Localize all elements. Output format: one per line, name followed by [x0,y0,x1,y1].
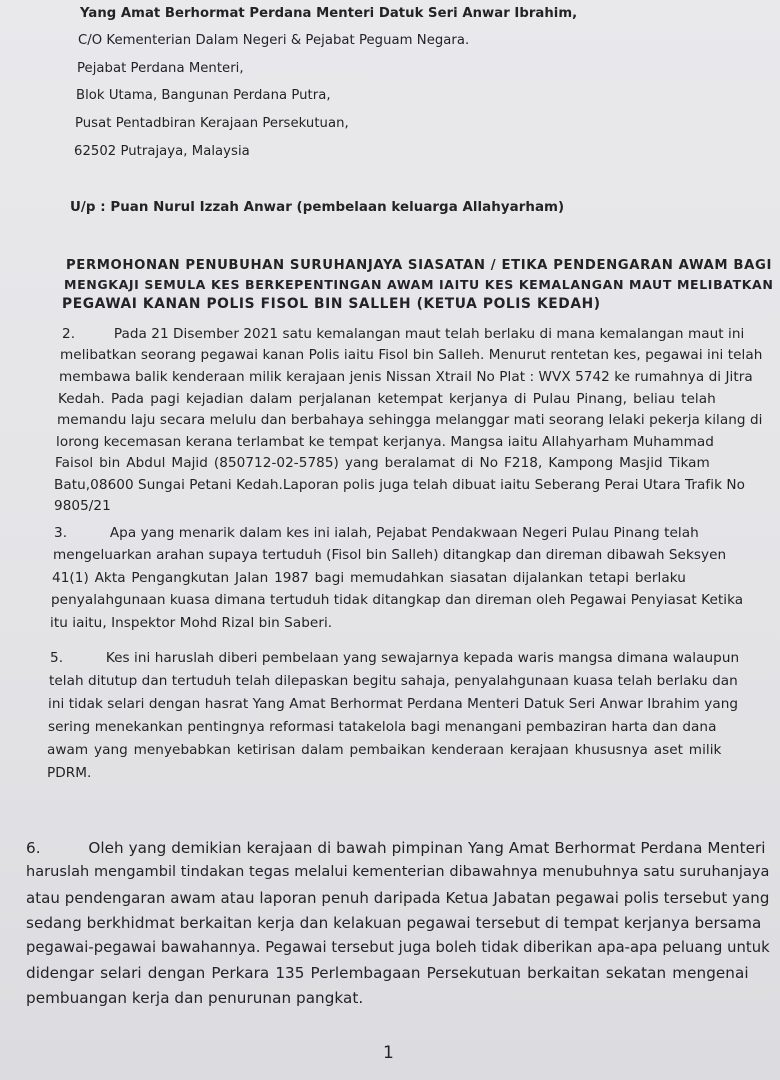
paragraph-line [54,525,699,541]
paragraph-line: pegawai-pegawai bawahannya. Pegawai tersebut juga boleh tidak diberikan apa-apa peluang untuk [26,939,770,956]
address-line: Pejabat Perdana Menteri, [77,61,244,76]
paragraph-line: awam yang menyebabkan ketirisan dalam pembaikan kenderaan kerajaan khususnya aset milik [47,742,722,758]
paragraph-line: lorong kecemasan kerana terlambat ke tempat kerjanya. Mangsa iaitu Allahyarham Muhammad [56,434,714,450]
paragraph-text: Oleh yang demikian kerajaan di bawah pimpinan Yang Amat Berhormat Perdana Menteri [88,839,766,857]
salutation: Yang Amat Berhormat Perdana Menteri Datuk Seri Anwar Ibrahim, [80,6,578,21]
paragraph-line: memandu laju secara melulu dan berbahaya sehingga melanggar mati seorang lelaki pekerja kilang di [57,412,763,428]
paragraph-line: penyalahgunaan kuasa dimana tertuduh tidak ditangkap dan direman oleh Pegawai Penyiasat Ketika [51,592,744,608]
paragraph-text: Apa yang menarik dalam kes ini ialah, Pejabat Pendakwaan Negeri Pulau Pinang telah [109,525,699,541]
address-line: 62502 Putrajaya, Malaysia [74,144,250,159]
paragraph-line: Faisol bin Abdul Majid (850712-02-5785) yang beralamat di No F218, Kampong Masjid Tikam [55,455,710,471]
paragraph-number: 5. [50,650,64,666]
paragraph-number: 6. [26,839,41,857]
subject-line: PEGAWAI KANAN POLIS FISOL BIN SALLEH (KETUA POLIS KEDAH) [62,296,601,312]
paragraph-line: Kedah. Pada pagi kejadian dalam perjalanan ketempat kerjanya di Pulau Pinang, beliau telah [58,391,716,407]
paragraph-line: PDRM. [47,765,92,781]
paragraph-line: sering menekankan pentingnya reformasi tatakelola bagi menangani pembaziran harta dan dana [48,719,717,735]
paragraph-number: 3. [54,525,68,541]
paragraph-line: melibatkan seorang pegawai kanan Polis iaitu Fisol bin Salleh. Menurut rentetan kes, pegawai ini telah [60,347,763,363]
paragraph-text: Kes ini haruslah diberi pembelaan yang sewajarnya kepada waris mangsa dimana walaupun [105,650,740,666]
subject-line: PERMOHONAN PENUBUHAN SURUHANJAYA SIASATAN / ETIKA PENDENGARAN AWAM BAGI [66,258,772,273]
paragraph-line [62,326,744,342]
paragraph-line: sedang berkhidmat berkaitan kerja dan kelakuan pegawai tersebut di tempat kerjanya bersama [26,914,762,932]
paragraph-line: haruslah mengambil tindakan tegas melalui kementerian dibawahnya menubuhnya satu suruhanjaya [26,864,770,880]
paragraph-line [26,839,766,857]
address-line: C/O Kementerian Dalam Negeri & Pejabat Peguam Negara. [78,33,470,48]
paragraph-text: Pada 21 Disember 2021 satu kemalangan maut telah berlaku di mana kemalangan maut ini [113,326,745,342]
paragraph-line: ini tidak selari dengan hasrat Yang Amat Berhormat Perdana Menteri Datuk Seri Anwar Ibrahim yang [48,696,739,712]
attention-line: U/p : Puan Nurul Izzah Anwar (pembelaan keluarga Allahyarham) [70,200,565,215]
page-number: 1 [383,1043,394,1063]
paragraph-line: pembuangan kerja dan penurunan pangkat. [26,989,364,1007]
paragraph-number: 2. [62,326,76,342]
paragraph-line: mengeluarkan arahan supaya tertuduh (Fisol bin Salleh) ditangkap dan direman dibawah Seksyen [53,547,727,563]
paragraph-line: 9805/21 [54,498,111,514]
subject-line: MENGKAJI SEMULA KES BERKEPENTINGAN AWAM IAITU KES KEMALANGAN MAUT MELIBATKAN [64,277,774,292]
address-line: Pusat Pentadbiran Kerajaan Persekutuan, [75,116,349,131]
paragraph-line [50,650,739,666]
paragraph-line: didengar selari dengan Perkara 135 Perlembagaan Persekutuan berkaitan sekatan mengenai [26,964,749,982]
paragraph-line: itu iaitu, Inspektor Mohd Rizal bin Saberi. [50,615,333,631]
paragraph-line: Batu,08600 Sungai Petani Kedah.Laporan polis juga telah dibuat iaitu Seberang Perai Utara Trafik No [54,477,745,493]
address-line: Blok Utama, Bangunan Perdana Putra, [76,88,331,103]
paragraph-line: membawa balik kenderaan milik kerajaan jenis Nissan Xtrail No Plat : WVX 5742 ke rumahnya di Jitra [59,369,753,385]
paragraph-line: telah ditutup dan tertuduh telah dilepaskan begitu sahaja, penyalahgunaan kuasa telah berlaku dan [49,673,738,689]
paragraph-line: atau pendengaran awam atau laporan penuh daripada Ketua Jabatan pegawai polis tersebut yang [26,889,770,907]
paragraph-line: 41(1) Akta Pengangkutan Jalan 1987 bagi memudahkan siasatan dijalankan tetapi berlaku [52,570,686,586]
